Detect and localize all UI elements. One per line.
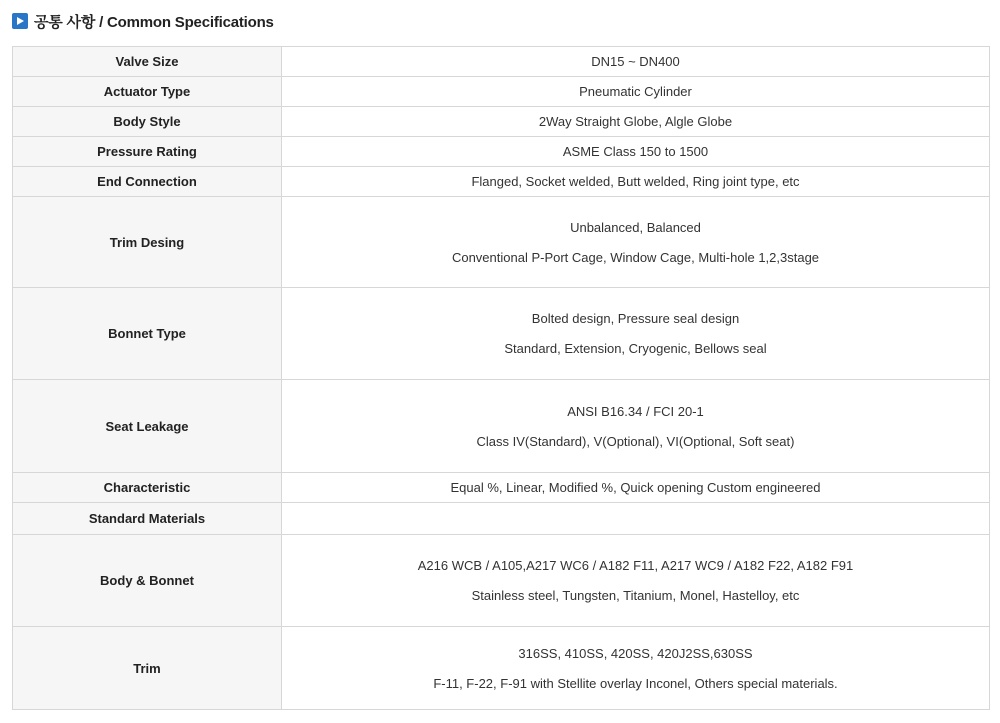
section-heading bbox=[12, 10, 274, 32]
table-row-end-connection bbox=[13, 167, 990, 197]
table-row-characteristic bbox=[13, 473, 990, 503]
row-value bbox=[282, 380, 990, 473]
specifications-table bbox=[12, 46, 990, 710]
value-line: F-11, F-22, F-91 with Stellite overlay Inconel, Others special materials. bbox=[433, 675, 838, 691]
row-value bbox=[282, 167, 990, 197]
row-label: Characteristic bbox=[13, 473, 282, 503]
value-line: Flanged, Socket welded, Butt welded, Ring joint type, etc bbox=[471, 174, 800, 189]
value-line: ASME Class 150 to 1500 bbox=[562, 144, 709, 159]
table-row-trim-design bbox=[13, 197, 990, 288]
row-value bbox=[282, 503, 990, 535]
row-value bbox=[282, 197, 990, 288]
row-label: Body & Bonnet bbox=[13, 535, 282, 627]
table-row-valve-size bbox=[13, 47, 990, 77]
section-title: 공통 사항 / Common Specifications bbox=[34, 13, 274, 31]
value-line: 2Way Straight Globe, Algle Globe bbox=[538, 114, 733, 129]
value-line: 316SS, 410SS, 420SS, 420J2SS,630SS bbox=[518, 645, 753, 661]
value-line: Class IV(Standard), V(Optional), VI(Optional, Soft seat) bbox=[476, 433, 795, 449]
table-row-seat-leakage bbox=[13, 380, 990, 473]
row-label: Valve Size bbox=[13, 47, 282, 77]
row-label: Trim Desing bbox=[13, 197, 282, 288]
value-line: Pneumatic Cylinder bbox=[579, 84, 692, 99]
row-label: Standard Materials bbox=[13, 503, 282, 535]
table-row-actuator-type bbox=[13, 77, 990, 107]
row-value bbox=[282, 77, 990, 107]
row-label: Actuator Type bbox=[13, 77, 282, 107]
row-value bbox=[282, 627, 990, 710]
value-line: Standard, Extension, Cryogenic, Bellows seal bbox=[504, 341, 767, 356]
table-row-body-bonnet bbox=[13, 535, 990, 627]
row-value bbox=[282, 137, 990, 167]
row-label: Body Style bbox=[13, 107, 282, 137]
table-row-bonnet-type bbox=[13, 288, 990, 380]
value-line: A216 WCB / A105,A217 WC6 / A182 F11, A217 WC9 / A182 F22, A182 F91 bbox=[417, 558, 854, 573]
table-row-trim bbox=[13, 627, 990, 710]
row-label: Seat Leakage bbox=[13, 380, 282, 473]
row-value bbox=[282, 107, 990, 137]
row-label: Bonnet Type bbox=[13, 288, 282, 380]
row-value bbox=[282, 473, 990, 503]
value-line: Stainless steel, Tungsten, Titanium, Monel, Hastelloy, etc bbox=[471, 588, 800, 603]
row-label: Pressure Rating bbox=[13, 137, 282, 167]
value-line: Conventional P-Port Cage, Window Cage, Multi-hole 1,2,3stage bbox=[451, 249, 820, 265]
row-label: End Connection bbox=[13, 167, 282, 197]
row-value bbox=[282, 288, 990, 380]
value-line: Unbalanced, Balanced bbox=[570, 219, 701, 235]
play-square-icon bbox=[12, 13, 28, 29]
value-line: ANSI B16.34 / FCI 20-1 bbox=[567, 403, 704, 419]
table-row-standard-materials bbox=[13, 503, 990, 535]
row-value bbox=[282, 47, 990, 77]
value-line: DN15 ~ DN400 bbox=[591, 54, 680, 69]
row-value bbox=[282, 535, 990, 627]
value-line: Bolted design, Pressure seal design bbox=[531, 311, 740, 326]
value-line: Equal %, Linear, Modified %, Quick opening Custom engineered bbox=[450, 480, 821, 495]
table-row-body-style bbox=[13, 107, 990, 137]
table-row-pressure-rating bbox=[13, 137, 990, 167]
row-label: Trim bbox=[13, 627, 282, 710]
